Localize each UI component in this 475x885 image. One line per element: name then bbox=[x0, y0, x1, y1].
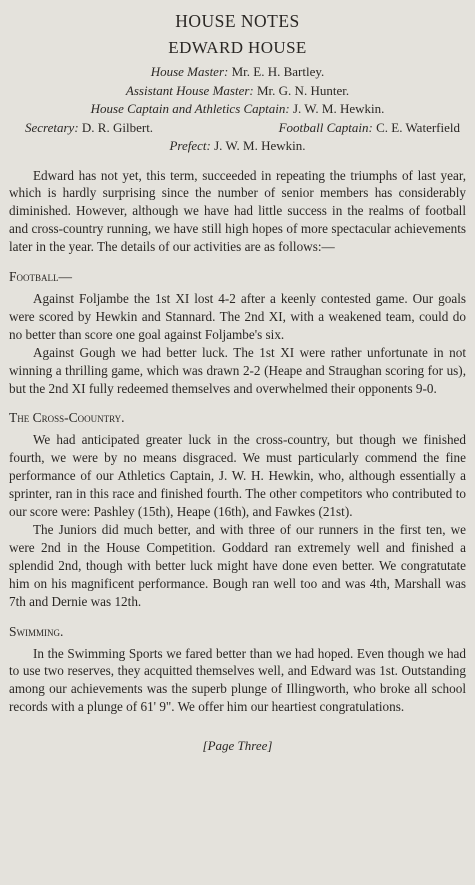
assistant-master-name: Mr. G. N. Hunter. bbox=[257, 82, 350, 98]
football-heading: Football— bbox=[9, 269, 73, 285]
house-master-role: House Master: bbox=[150, 64, 229, 79]
football-paragraph-1: Against Foljambe the 1st XI lost 4-2 after a keenly contested game. Our goals were scored by Hewkin and Stannard. The 2nd XI, with a weakened team, could do no better than score one goal against Foljambe's six. bbox=[9, 291, 466, 342]
football-captain-role: Football Captain: bbox=[278, 119, 373, 135]
intro-paragraph: Edward has not yet, this term, succeeded in repeating the triumphs of last year, which is hardly surprising since the number of senior members has considerably diminished. However, although we have had little success in the realms of football and cross-country running, we have still high hopes of more spectacular achievements later in the year. The details of our activities are as follows:— bbox=[9, 167, 466, 255]
house-captain-line bbox=[9, 100, 466, 119]
secretary-role: Secretary: bbox=[25, 119, 79, 135]
secretary-entry bbox=[25, 119, 153, 138]
cross-country-heading: The Cross-Coountry. bbox=[9, 410, 125, 426]
swimming-paragraph: In the Swimming Sports we fared better than we had hoped. Even though we had to use two reserves, they acquitted themselves well, and Edward was 1st. Outstanding among our achievements was the superb plunge of Illingworth, who broke all school records with a plunge of 61' 9". We offer him our heartiest congratulations. bbox=[9, 645, 466, 715]
house-name: EDWARD HOUSE bbox=[168, 38, 307, 57]
page-title: HOUSE NOTES bbox=[175, 11, 300, 31]
football-paragraph-2: Against Gough we had better luck. The 1st XI were rather unfortunate in not winning a thrilling game, which was drawn 2-2 (Heape and Straughan scoring for us), but the 2nd XI fully redeemed themselves and overwhelmed their opponents 9-0. bbox=[9, 344, 466, 396]
secretary-football-line bbox=[9, 119, 466, 138]
football-captain-entry bbox=[279, 119, 460, 138]
house-captain-role: House Captain and Athletics Captain: bbox=[90, 101, 290, 116]
secretary-name: D. R. Gilbert. bbox=[81, 119, 154, 135]
prefect-line bbox=[9, 137, 466, 156]
house-master-line bbox=[9, 63, 466, 82]
cross-country-paragraph-1: We had anticipated greater luck in the cross-country, but though we finished fourth, we were by no means disgraced. We must particularly commend the fine performance of our Athletics Captain, J. W. H. Hewkin, who, although essentially a sprinter, ran in this race and finished fourth. The other competitors who contributed to our score were: Pashley (15th), Heape (16th), and Fawkes (21st). bbox=[9, 432, 466, 520]
house-captain-name: J. W. M. Hewkin. bbox=[292, 101, 385, 116]
prefect-role: Prefect: bbox=[169, 138, 211, 153]
football-captain-name: C. E. Waterfield bbox=[376, 119, 460, 135]
swimming-heading: Swimming. bbox=[9, 623, 64, 639]
page-number: [Page Three] bbox=[202, 738, 273, 754]
prefect-name: J. W. M. Hewkin. bbox=[214, 138, 306, 153]
assistant-master-line bbox=[9, 82, 466, 101]
house-master-name: Mr. E. H. Bartley. bbox=[231, 64, 325, 79]
assistant-master-role: Assistant House Master: bbox=[125, 82, 254, 98]
cross-country-paragraph-2: The Juniors did much better, and with three of our runners in the first ten, we were 2nd in the House Competition. Goddard ran extremely well and finished a splendid 2nd, though with better luck might have done even better. We congratutate him on his magnificent performance. Bough ran well too and was 4th, Marshall was 7th and Dernie was 12th. bbox=[9, 522, 466, 609]
